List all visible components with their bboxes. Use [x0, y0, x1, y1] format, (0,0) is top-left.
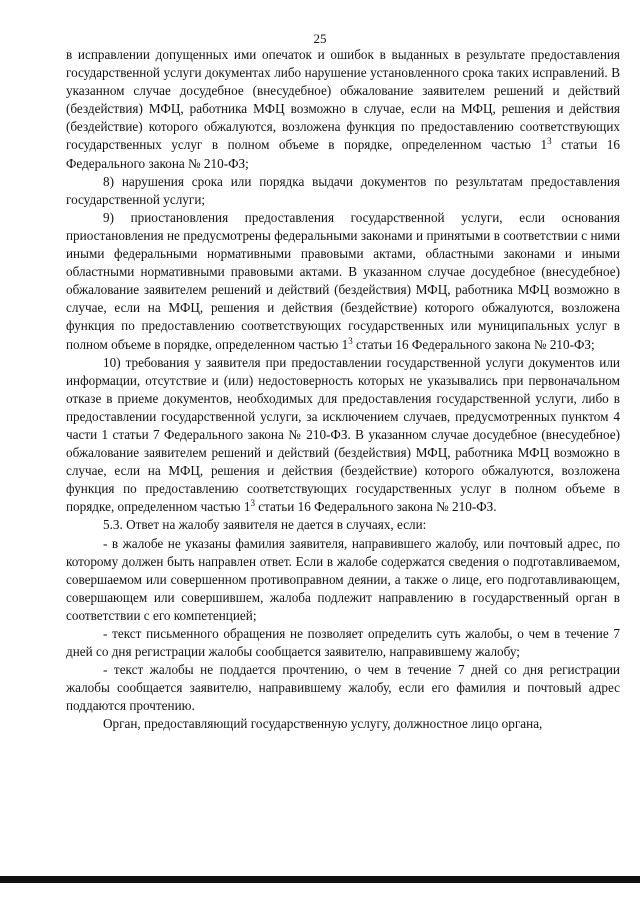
section-5-3: 5.3. Ответ на жалобу заявителя не дается в случаях, если:	[103, 517, 427, 533]
list-item-10: 10) требования у заявителя при предоставлении государственной услуги документов или информации, отсутствие и (или) недостоверность которых не указывались при первоначальном отказе в приеме документов, необходимых для предоставления государственной услуги, либо в предоставлении государственной услуги, за исключением случаев, предусмотренных пунктом 4 части 1 статьи 7 Федерального закона № 210-ФЗ. В указанном случае досудебное (внесудебное) обжалование заявителем решений и действий (бездействия) МФЦ, работника МФЦ возможно в случае, если на МФЦ, решения и действия (бездействие) которого обжалуются, возложена функция по предоставлению соответствующих государственных услуг в полном объеме в порядке, определенном частью $1^3$ статьи 16 Федерального закона № 210-ФЗ.	[66, 354, 620, 515]
bullet-unreadable-text: - текст жалобы не поддается прочтению, о чем в течение 7 дней со дня регистрации жалобы сообщается заявителю, направившему жалобу, если его фамилия и почтовый адрес поддаются прочтению.	[66, 662, 620, 714]
final-paragraph: Орган, предоставляющий государственную услугу, должностное лицо органа,	[103, 716, 543, 732]
list-item-8: 8) нарушения срока или порядка выдачи документов по результатам предоставления государственной услуги;	[66, 173, 620, 207]
scan-bottom-bar	[0, 876, 640, 883]
document-body	[66, 46, 620, 734]
bullet-no-name-address: - в жалобе не указаны фамилия заявителя, направившего жалобу, или почтовый адрес, по которому должен быть направлен ответ. Если в жалобе содержатся сведения о подготавливаемом, совершаемом или совершенном противоправном деянии, а также о лице, его подготавливающем, совершающем или совершившем, жалоба подлежит направлению в государственный орган в соответствии с его компетенцией;	[66, 535, 620, 623]
page-number: 25	[313, 31, 327, 46]
paragraph-continuation: в исправлении допущенных ими опечаток и ошибок в выданных в результате предоставления государственной услуги документах либо нарушение установленного срока таких исправлений. В указанном случае досудебное (внесудебное) обжалование заявителем решений и действий (бездействия) МФЦ, работника МФЦ возможно в случае, если на МФЦ, решения и действия (бездействие) которого обжалуются, возложена функция по предоставлению соответствующих государственных услуг в полном объеме в порядке, определенном частью $1^3$ статьи 16 Федерального закона № 210-ФЗ;	[66, 47, 620, 171]
list-item-9: 9) приостановления предоставления государственной услуги, если основания приостановления не предусмотрены федеральными законами и принятыми в соответствии с ними иными федеральными нормативными правовыми актами, областными законами и иными областными нормативными правовыми актами. В указанном случае досудебное (внесудебное) обжалование заявителем решений и действий (бездействия) МФЦ, работника МФЦ возможно в случае, если на МФЦ, решения и действия (бездействие) которого обжалуются, возложена функция по предоставлению соответствующих государственных или муниципальных услуг в полном объеме в порядке, определенном частью $1^3$ статьи 16 Федерального закона № 210-ФЗ;	[66, 209, 620, 352]
bullet-unclear-text: - текст письменного обращения не позволяет определить суть жалобы, о чем в течение 7 дней со дня регистрации жалобы сообщается заявителю, направившему жалобу;	[66, 626, 620, 660]
